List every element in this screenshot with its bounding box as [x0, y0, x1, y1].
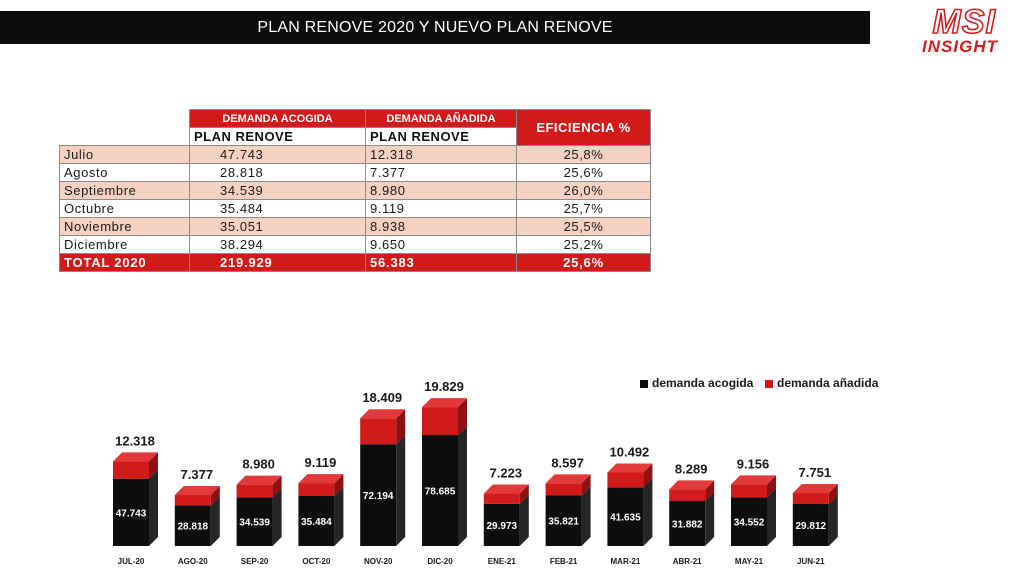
x-tick-label: NOV-20 — [363, 557, 393, 566]
row-anadida: 8.980 — [366, 182, 517, 200]
bar-label-acogida: 29.812 — [795, 520, 827, 532]
header-eficiencia: EFICIENCIA % — [517, 110, 651, 146]
bar-anadida-front — [360, 418, 396, 444]
row-acogida: 35.051 — [190, 218, 366, 236]
bar-acogida-side — [767, 488, 776, 546]
bar-label-acogida: 41.635 — [610, 512, 641, 524]
bar-anadida-front — [484, 494, 520, 504]
table-row — [60, 218, 651, 236]
row-eficiencia: 25,2% — [517, 236, 651, 254]
legend-label-acogida: demanda acogida — [652, 376, 754, 390]
bar-anadida-front — [422, 407, 458, 435]
x-tick-label: JUL-20 — [117, 557, 145, 566]
row-acogida: 28.818 — [190, 164, 366, 182]
row-anadida: 9.119 — [366, 200, 517, 218]
row-month: Julio — [60, 146, 190, 164]
bar-label-anadida: 8.980 — [242, 456, 275, 472]
bar-label-acogida: 34.539 — [239, 517, 270, 529]
bar-acogida-side — [396, 435, 405, 546]
legend-label-anadida: demanda añadida — [777, 376, 879, 390]
row-eficiencia: 25,7% — [517, 200, 651, 218]
bar-acogida-side — [829, 495, 838, 546]
logo-msi-text: MSI — [932, 3, 996, 41]
bar-anadida-front — [607, 473, 643, 488]
bar-label-anadida: 8.289 — [674, 461, 708, 477]
header-demanda-acogida: DEMANDA ACOGIDA — [190, 110, 366, 128]
row-anadida: 12.318 — [366, 146, 517, 164]
bar-acogida-side — [149, 470, 158, 546]
header-demanda-anadida: DEMANDA AÑADIDA — [366, 110, 517, 128]
bar-anadida-front — [793, 493, 829, 504]
bar-label-acogida: 78.685 — [424, 486, 456, 498]
bar-anadida-front — [546, 483, 582, 495]
x-tick-label: OCT-20 — [302, 557, 331, 566]
x-tick-label: JUN-21 — [797, 557, 825, 566]
total-anadida: 56.383 — [366, 254, 517, 272]
bar-label-acogida: 29.973 — [486, 520, 518, 532]
row-eficiencia: 25,6% — [517, 164, 651, 182]
plan-renove-table — [59, 109, 651, 272]
bar-label-anadida: 9.119 — [304, 455, 337, 471]
x-tick-label: ENE-21 — [487, 557, 516, 566]
row-anadida: 9.650 — [366, 236, 517, 254]
subheader-plan-renove-anadida: PLAN RENOVE — [366, 128, 517, 146]
table-total-row — [60, 254, 651, 272]
row-month: Diciembre — [60, 236, 190, 254]
bar-label-anadida: 9.156 — [736, 456, 770, 472]
row-acogida: 47.743 — [190, 146, 366, 164]
bar-label-acogida: 31.882 — [671, 519, 703, 531]
bar-anadida-front — [298, 483, 334, 496]
bar-anadida-front — [237, 485, 273, 498]
table-row — [60, 164, 651, 182]
bar-label-anadida: 8.597 — [551, 455, 584, 471]
row-month: Octubre — [60, 200, 190, 218]
bar-acogida-side — [334, 487, 343, 546]
table-row — [60, 146, 651, 164]
bar-label-anadida: 19.829 — [424, 379, 464, 395]
row-anadida: 8.938 — [366, 218, 517, 236]
stacked-bar-chart — [0, 330, 1024, 576]
total-eficiencia: 25,6% — [517, 254, 651, 272]
row-month: Agosto — [60, 164, 190, 182]
bar-anadida-front — [113, 461, 149, 478]
bar-label-anadida: 10.492 — [609, 444, 650, 460]
subheader-plan-renove-acogida: PLAN RENOVE — [190, 128, 366, 146]
table-row — [60, 182, 651, 200]
x-tick-label: FEB-21 — [549, 557, 578, 566]
bar-acogida-side — [520, 495, 529, 546]
row-anadida: 7.377 — [366, 164, 517, 182]
row-eficiencia: 26,0% — [517, 182, 651, 200]
bar-label-acogida: 35.821 — [548, 516, 579, 528]
bar-label-anadida: 7.377 — [180, 466, 214, 482]
row-acogida: 34.539 — [190, 182, 366, 200]
row-eficiencia: 25,8% — [517, 146, 651, 164]
bar-acogida-side — [582, 486, 591, 546]
row-eficiencia: 25,5% — [517, 218, 651, 236]
bar-anadida-front — [731, 484, 767, 497]
bar-label-acogida: 47.743 — [115, 508, 147, 520]
row-acogida: 38.294 — [190, 236, 366, 254]
bar-label-anadida: 7.223 — [489, 465, 523, 481]
row-month: Septiembre — [60, 182, 190, 200]
x-tick-label: MAY-21 — [734, 557, 764, 566]
x-tick-label: AGO-20 — [177, 557, 208, 566]
x-tick-label: MAR-21 — [610, 557, 641, 566]
bar-label-acogida: 34.552 — [733, 517, 765, 529]
total-label: TOTAL 2020 — [60, 254, 190, 272]
logo-insight-text: INSIGHT — [922, 37, 998, 56]
bar-acogida-side — [643, 478, 652, 546]
row-month: Noviembre — [60, 218, 190, 236]
bar-anadida-front — [669, 489, 705, 501]
bar-label-anadida: 7.751 — [798, 465, 832, 481]
row-acogida: 35.484 — [190, 200, 366, 218]
table-row — [60, 236, 651, 254]
table-corner — [60, 110, 190, 146]
x-tick-label: ABR-21 — [672, 557, 702, 566]
bar-label-anadida: 12.318 — [115, 433, 155, 449]
total-acogida: 219.929 — [190, 254, 366, 272]
x-tick-label: DIC-20 — [427, 557, 453, 566]
bar-label-anadida: 18.409 — [362, 390, 403, 406]
bar-anadida-front — [175, 495, 211, 505]
bar-acogida-side — [705, 492, 714, 546]
table-row — [60, 200, 651, 218]
bar-label-acogida: 35.484 — [301, 516, 332, 528]
bar-acogida-side — [273, 488, 282, 546]
x-tick-label: SEP-20 — [240, 557, 269, 566]
bar-acogida-side — [458, 426, 467, 546]
msi-insight-logo — [880, 3, 1000, 60]
page-title: PLAN RENOVE 2020 Y NUEVO PLAN RENOVE — [0, 11, 870, 44]
bar-label-acogida: 28.818 — [177, 521, 209, 533]
bar-label-acogida: 72.194 — [362, 491, 394, 503]
